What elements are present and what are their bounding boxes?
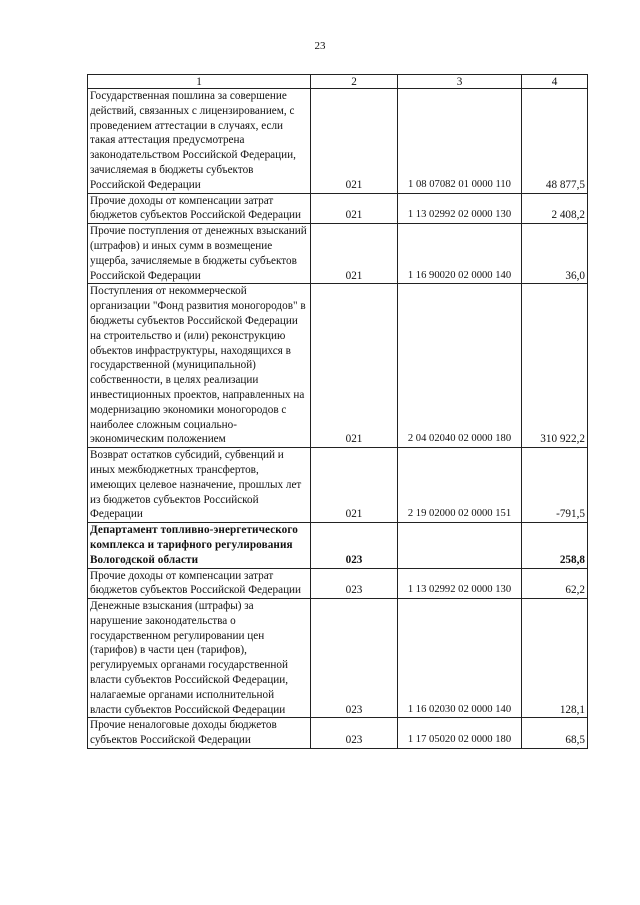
revenue-table <box>87 74 588 749</box>
row-amount: -791,5 <box>522 448 588 523</box>
row-name: Прочие поступления от денежных взысканий (штрафов) и иных сумм в возмещение ущерба, зачисляемые в бюджеты субъектов Российской Федерации <box>88 224 311 284</box>
row-classification-code: 1 08 07082 01 0000 110 <box>398 89 522 194</box>
row-amount: 310 922,2 <box>522 284 588 448</box>
row-admin-code: 023 <box>311 599 398 718</box>
row-name: Департамент топливно-энергетического комплекса и тарифного регулирования Вологодской области <box>88 523 311 568</box>
row-admin-code: 021 <box>311 448 398 523</box>
row-amount: 48 877,5 <box>522 89 588 194</box>
row-admin-code: 021 <box>311 224 398 284</box>
row-name: Государственная пошлина за совершение действий, связанных с лицензированием, с проведением аттестации в случаях, если такая аттестация предусмотрена законодательством Российской Федерации, зачисляемая в бюджеты субъектов Российской Федерации <box>88 89 311 194</box>
table-header-row <box>88 75 588 89</box>
table-row <box>88 448 588 523</box>
row-admin-code: 021 <box>311 284 398 448</box>
row-classification-code <box>398 523 522 568</box>
table-row <box>88 89 588 194</box>
row-classification-code: 1 13 02992 02 0000 130 <box>398 568 522 599</box>
table-row-department <box>88 523 588 568</box>
row-name: Прочие доходы от компенсации затрат бюджетов субъектов Российской Федерации <box>88 568 311 599</box>
table-row <box>88 568 588 599</box>
row-name: Возврат остатков субсидий, субвенций и иных межбюджетных трансфертов, имеющих целевое назначение, прошлых лет из бюджетов субъектов Российской Федерации <box>88 448 311 523</box>
table-row <box>88 718 588 749</box>
row-name: Прочие доходы от компенсации затрат бюджетов субъектов Российской Федерации <box>88 193 311 224</box>
table-row <box>88 599 588 718</box>
row-admin-code: 023 <box>311 568 398 599</box>
row-classification-code: 1 17 05020 02 0000 180 <box>398 718 522 749</box>
row-admin-code: 023 <box>311 523 398 568</box>
table-row <box>88 224 588 284</box>
column-header-name: 1 <box>88 75 311 89</box>
column-header-admin: 2 <box>311 75 398 89</box>
row-admin-code: 021 <box>311 89 398 194</box>
row-amount: 128,1 <box>522 599 588 718</box>
row-classification-code: 2 19 02000 02 0000 151 <box>398 448 522 523</box>
row-amount: 36,0 <box>522 224 588 284</box>
column-header-code: 3 <box>398 75 522 89</box>
row-amount: 258,8 <box>522 523 588 568</box>
row-admin-code: 023 <box>311 718 398 749</box>
row-amount: 62,2 <box>522 568 588 599</box>
row-classification-code: 1 16 90020 02 0000 140 <box>398 224 522 284</box>
row-name: Поступления от некоммерческой организации "Фонд развития моногородов" в бюджеты субъектов Российской Федерации на строительство и (или) реконструкцию объектов инфраструктуры, находящихся в государственной (муниципальной) собственности, в целях реализации инвестиционных проектов, направленных на модернизацию экономики моногородов с наиболее сложным социально-экономическим положением <box>88 284 311 448</box>
row-name: Прочие неналоговые доходы бюджетов субъектов Российской Федерации <box>88 718 311 749</box>
row-classification-code: 1 13 02992 02 0000 130 <box>398 193 522 224</box>
page-number: 23 <box>314 40 326 52</box>
row-classification-code: 1 16 02030 02 0000 140 <box>398 599 522 718</box>
table-row <box>88 284 588 448</box>
row-classification-code: 2 04 02040 02 0000 180 <box>398 284 522 448</box>
row-amount: 2 408,2 <box>522 193 588 224</box>
column-header-amount: 4 <box>522 75 588 89</box>
table-row <box>88 193 588 224</box>
row-name: Денежные взыскания (штрафы) за нарушение законодательства о государственном регулировании цен (тарифов) в части цен (тарифов), регулируемых органами государственной власти субъектов Российской Федерации, налагаемые органами исполнительной власти субъектов Российской Федерации <box>88 599 311 718</box>
row-amount: 68,5 <box>522 718 588 749</box>
row-admin-code: 021 <box>311 193 398 224</box>
